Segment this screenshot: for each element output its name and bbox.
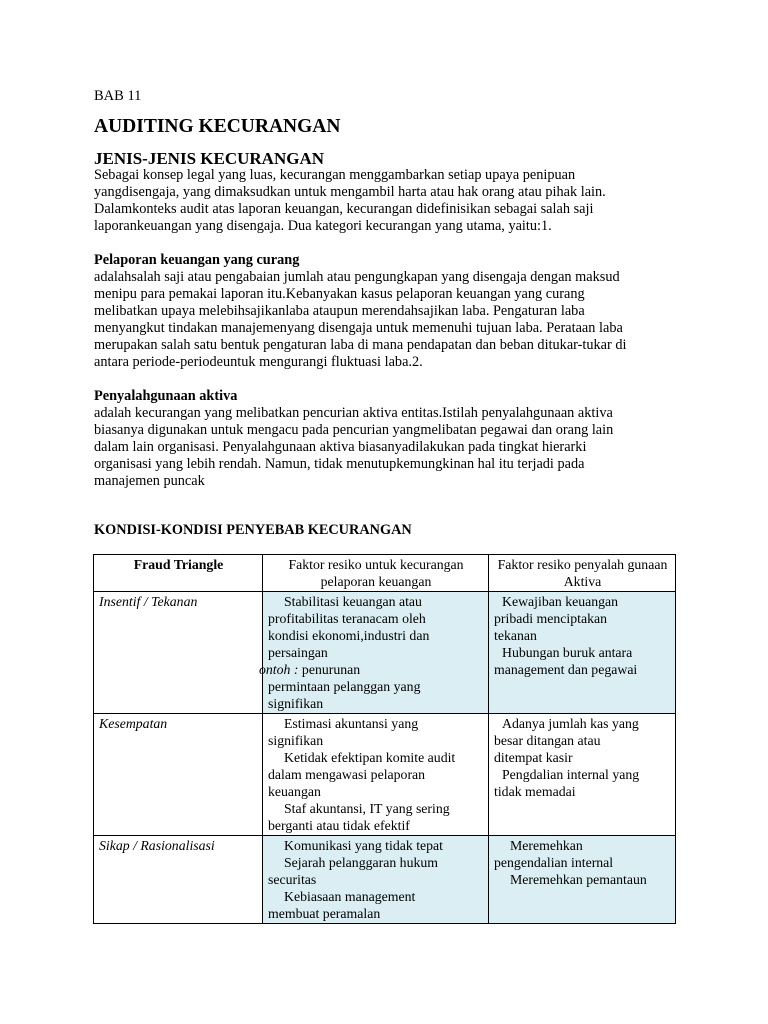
section-heading-conditions: KONDISI-KONDISI PENYEBAB KECURANGAN: [94, 522, 412, 538]
paragraph-line: antara periode-periodeuntuk mengurangi fluktuasi laba.2.: [94, 354, 423, 370]
header-reporting-risk: Faktor resiko untuk kecurangan pelaporan keuangan: [263, 555, 489, 592]
cell-asset-risk: [489, 592, 676, 714]
cell-line: permintaan pelanggan yang: [268, 679, 421, 694]
cell-line: tekanan: [494, 628, 537, 643]
cell-line: Estimasi akuntansi yang: [284, 716, 419, 731]
section-subtitle: JENIS-JENIS KECURANGAN: [94, 149, 325, 168]
intro-paragraph: [94, 167, 606, 235]
cell-line: kondisi ekonomi,industri dan: [268, 628, 430, 643]
cell-line: Sejarah pelanggaran hukum: [284, 855, 439, 870]
cell-line: dalam mengawasi pelaporan: [268, 767, 426, 782]
page-title: AUDITING KECURANGAN: [94, 116, 341, 137]
paragraph-line: manajemen puncak: [94, 473, 205, 489]
example-text: penurunan: [298, 662, 361, 677]
section-asset-misappropriation: [94, 388, 613, 490]
intro-line: laporankeuangan yang disengaja. Dua kategori kecurangan yang utama, yaitu:1.: [94, 218, 552, 234]
cell-line: Pengdalian internal yang: [502, 767, 640, 782]
example-label: ontoh :: [259, 662, 299, 677]
row-category: Insentif / Tekanan: [94, 592, 263, 714]
row-category: Sikap / Rasionalisasi: [94, 836, 263, 924]
cell-line: Meremehkan pemantaun: [510, 872, 647, 887]
cell-line: management dan pegawai: [494, 662, 638, 677]
cell-line: Kebiasaan management: [284, 889, 416, 904]
cell-reporting-risk: [259, 592, 489, 714]
chapter-label: BAB 11: [94, 88, 142, 104]
table-row: [94, 592, 676, 714]
cell-line: Meremehkan: [510, 838, 583, 853]
cell-reporting-risk: [263, 836, 489, 924]
cell-line: pribadi menciptakan: [494, 611, 608, 626]
cell-line: signifikan: [268, 733, 324, 748]
paragraph-line: organisasi yang lebih rendah. Namun, tidak menutupkemungkinan hal itu terjadi pada: [94, 456, 585, 472]
paragraph-line: merupakan salah satu bentuk pengaturan laba di mana pendapatan dan beban ditukar-tukar di: [94, 337, 627, 353]
intro-line: Dalamkonteks audit atas laporan keuangan, kecurangan didefinisikan sebagai salah saji: [94, 201, 594, 217]
fraud-triangle-table: [93, 554, 676, 924]
cell-line: profitabilitas teranacam oleh: [268, 611, 426, 626]
section-heading: Pelaporan keuangan yang curang: [94, 252, 300, 268]
intro-line: Sebagai konsep legal yang luas, kecurangan menggambarkan setiap upaya penipuan: [94, 167, 576, 183]
cell-line: Staf akuntansi, IT yang sering: [284, 801, 450, 816]
header-fraud-triangle: Fraud Triangle: [94, 555, 263, 592]
cell-line: besar ditangan atau: [494, 733, 601, 748]
row-category: Kesempatan: [94, 714, 263, 836]
paragraph-line: menipu para pemakai laporan itu.Kebanyakan kasus pelaporan keuangan yang curang: [94, 286, 585, 302]
cell-asset-risk: [489, 714, 676, 836]
cell-line: Stabilitasi keuangan atau: [284, 594, 422, 609]
cell-line: membuat peramalan: [268, 906, 381, 921]
paragraph-line: adalah kecurangan yang melibatkan pencurian aktiva entitas.Istilah penyalahgunaan aktiva: [94, 405, 613, 421]
table-row: [94, 714, 676, 836]
header-asset-risk: Faktor resiko penyalah gunaan Aktiva: [489, 555, 676, 592]
paragraph-line: dalam lain organisasi. Penyalahgunaan aktiva biasanyadilakukan pada tingkat hierarki: [94, 439, 587, 455]
cell-line: persaingan: [268, 645, 328, 660]
cell-line: keuangan: [268, 784, 321, 799]
cell-asset-risk: [489, 836, 676, 924]
cell-line: tidak memadai: [494, 784, 576, 799]
paragraph-line: biasanya digunakan untuk mengacu pada pencurian yangmelibatan pegawai dan orang lain: [94, 422, 614, 438]
paragraph-line: melibatkan upaya melebihsajikanlaba ataupun merendahsajikan laba. Pengaturan laba: [94, 303, 585, 319]
cell-line: ditempat kasir: [494, 750, 573, 765]
example-line: [259, 661, 484, 678]
table-row: [94, 836, 676, 924]
cell-line: Komunikasi yang tidak tepat: [284, 838, 444, 853]
intro-line: yangdisengaja, yang dimaksudkan untuk mengambil harta atau hak orang atau pihak lain.: [94, 184, 606, 200]
paragraph-line: adalahsalah saji atau pengabaian jumlah atau pengungkapan yang disengaja dengan maksud: [94, 269, 620, 285]
cell-line: securitas: [268, 872, 317, 887]
cell-line: Hubungan buruk antara: [502, 645, 633, 660]
cell-line: pengendalian internal: [494, 855, 614, 870]
cell-line: Adanya jumlah kas yang: [502, 716, 639, 731]
table-header-row: [94, 555, 676, 592]
section-heading: Penyalahgunaan aktiva: [94, 388, 238, 404]
cell-reporting-risk: [263, 714, 489, 836]
cell-line: Ketidak efektipan komite audit: [284, 750, 456, 765]
cell-line: Kewajiban keuangan: [502, 594, 619, 609]
cell-line: signifikan: [268, 696, 324, 711]
section-fraudulent-reporting: [94, 252, 626, 371]
paragraph-line: menyangkut tindakan manajemenyang disengaja untuk memenuhi tujuan laba. Perataan laba: [94, 320, 623, 336]
cell-line: berganti atau tidak efektif: [268, 818, 410, 833]
